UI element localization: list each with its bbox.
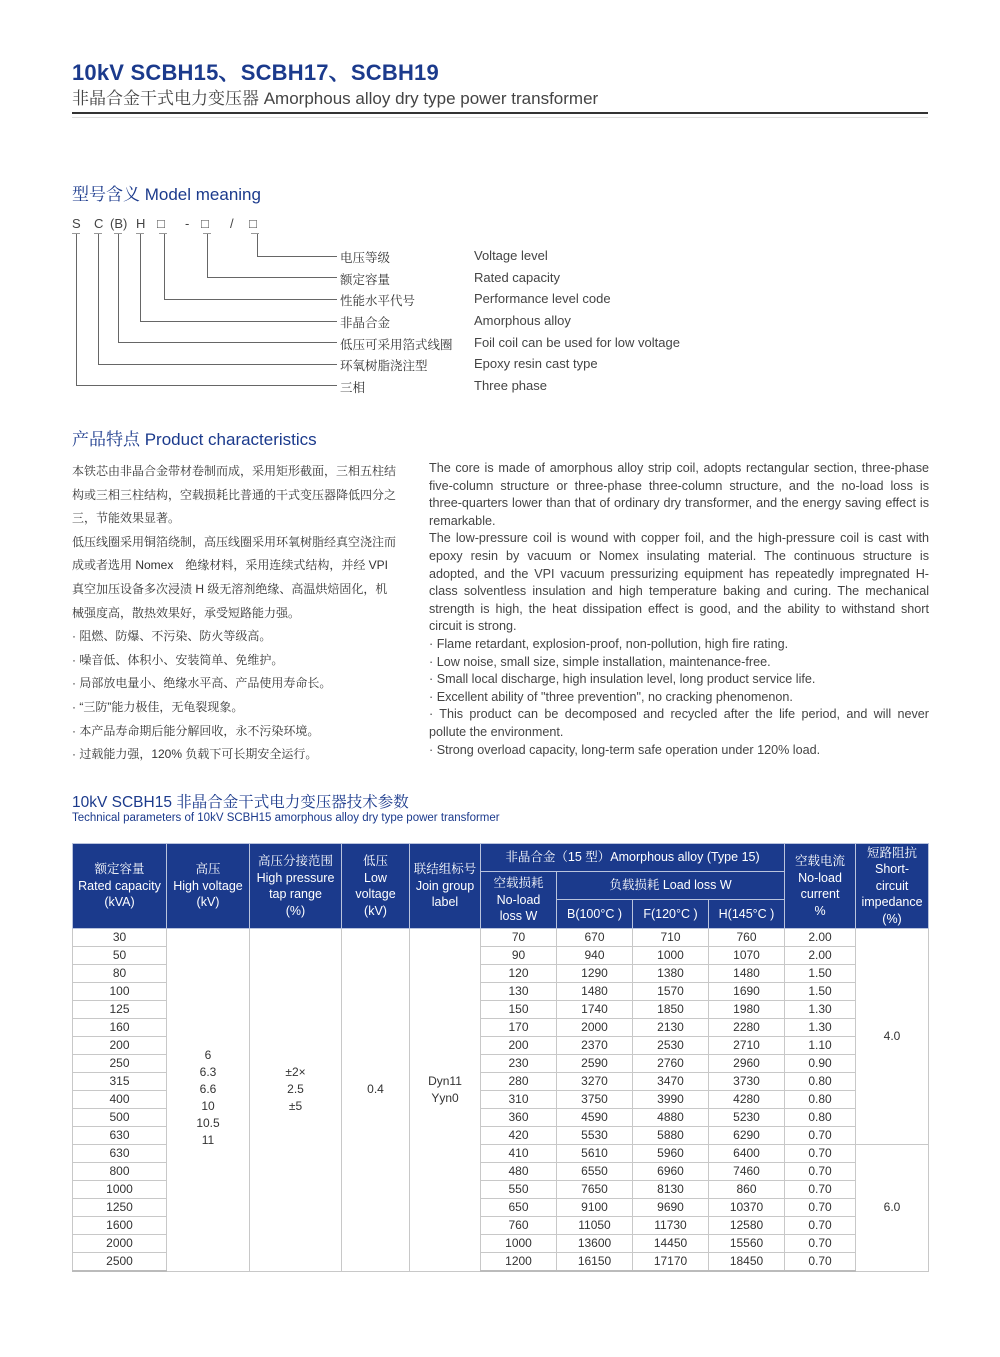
cell-no-load-current: 1.30 <box>785 1001 856 1019</box>
code-part: (B) <box>110 216 128 231</box>
cell-no-load-loss: 170 <box>481 1019 557 1037</box>
table-title: 10kV SCBH15 非晶合金干式电力变压器技术参数 <box>72 794 409 811</box>
cell-no-load-current: 0.90 <box>785 1055 856 1073</box>
cell-load-loss-f: 710 <box>633 929 709 947</box>
header-impedance: 短路阻抗 Short- circuit impedance (%) <box>856 844 929 929</box>
cn-bullet: · 本产品寿命期后能分解回收，永不污染环境。 <box>72 723 320 738</box>
cell-load-loss-b: 2000 <box>557 1019 633 1037</box>
cell-no-load-loss: 420 <box>481 1127 557 1145</box>
cell-load-loss-h: 2960 <box>709 1055 785 1073</box>
en-paragraph: The core is made of amorphous alloy strip coil, adopts rectangular section, three-phase five-column structure or three-phase three-column structure, and the no-load loss is three-quarters lower than that of ordinary dry transformer, and the energy saving effect is remarkable. <box>429 461 929 528</box>
cell-load-loss-f: 1380 <box>633 965 709 983</box>
cell-load-loss-b: 670 <box>557 929 633 947</box>
cell-load-loss-h: 12580 <box>709 1217 785 1235</box>
cell-impedance: 4.0 <box>856 929 929 1145</box>
cell-load-loss-h: 760 <box>709 929 785 947</box>
cell-no-load-loss: 230 <box>481 1055 557 1073</box>
cell-load-loss-f: 5880 <box>633 1127 709 1145</box>
characteristics-en <box>429 460 929 759</box>
cell-load-loss-b: 940 <box>557 947 633 965</box>
cell-load-loss-b: 4590 <box>557 1109 633 1127</box>
cell-load-loss-f: 6960 <box>633 1163 709 1181</box>
cell-rated-capacity: 125 <box>73 1001 167 1019</box>
cn-bullet: · 过载能力强，120% 负载下可长期安全运行。 <box>72 747 318 762</box>
header-no-load-current: 空载电流 No-load current % <box>785 844 856 929</box>
cell-no-load-current: 2.00 <box>785 929 856 947</box>
cell-load-loss-b: 13600 <box>557 1235 633 1253</box>
cell-no-load-loss: 360 <box>481 1109 557 1127</box>
cell-rated-capacity: 2000 <box>73 1235 167 1253</box>
table-subtitle: Technical parameters of 10kV SCBH15 amorphous alloy dry type power transformer <box>72 812 500 824</box>
code-part: □ <box>201 216 209 231</box>
cell-rated-capacity: 160 <box>73 1019 167 1037</box>
cell-join-group: Dyn11 Yyn0 <box>410 929 481 1272</box>
cn-bullet: · 阻燃、防爆、不污染、防火等级高。 <box>72 629 272 644</box>
cell-no-load-loss: 310 <box>481 1091 557 1109</box>
cell-rated-capacity: 400 <box>73 1091 167 1109</box>
header-f: F(120°C ) <box>633 900 709 929</box>
en-paragraph: The low-pressure coil is wound with copper foil, and the high-pressure coil is cast with epoxy resin by vacuum or Nomex insulating material. The continuous structure is adopted, and the VPI vacuum pressurizing equipment has repeatedly impregnated H-class solventless insulation and high temperature baking and curing. The mechanical strength is high, the heat dissipation effect is good, and the ability to withstand short circuit is strong. <box>429 531 929 634</box>
meaning-cn: 三相 <box>340 381 366 395</box>
cell-load-loss-b: 2370 <box>557 1037 633 1055</box>
cell-no-load-loss: 70 <box>481 929 557 947</box>
cell-impedance: 6.0 <box>856 1145 929 1272</box>
cell-load-loss-h: 6290 <box>709 1127 785 1145</box>
characteristics-title: 产品特点 Product characteristics <box>72 430 317 449</box>
header-amorphous: 非晶合金（15 型）Amorphous alloy (Type 15) <box>481 844 785 872</box>
cell-no-load-current: 2.00 <box>785 947 856 965</box>
meaning-en: Epoxy resin cast type <box>474 356 598 371</box>
cell-load-loss-h: 10370 <box>709 1199 785 1217</box>
cell-load-loss-h: 1480 <box>709 965 785 983</box>
cell-load-loss-f: 1570 <box>633 983 709 1001</box>
cell-rated-capacity: 1600 <box>73 1217 167 1235</box>
cell-no-load-loss: 120 <box>481 965 557 983</box>
cell-load-loss-b: 6550 <box>557 1163 633 1181</box>
header-no-load-loss: 空载损耗 No-load loss W <box>481 872 557 929</box>
header-load-loss: 负载损耗 Load loss W <box>557 872 785 900</box>
meaning-en: Three phase <box>474 378 547 393</box>
cell-load-loss-h: 5230 <box>709 1109 785 1127</box>
code-part: □ <box>157 216 165 231</box>
cell-load-loss-h: 860 <box>709 1181 785 1199</box>
cn-bullet: · 局部放电量小、绝缘水平高、产品使用寿命长。 <box>72 676 332 691</box>
cell-load-loss-b: 5610 <box>557 1145 633 1163</box>
meaning-en: Rated capacity <box>474 270 560 285</box>
cell-load-loss-b: 1480 <box>557 983 633 1001</box>
cell-no-load-current: 0.80 <box>785 1091 856 1109</box>
cell-no-load-current: 0.70 <box>785 1127 856 1145</box>
cell-no-load-current: 1.10 <box>785 1037 856 1055</box>
cell-load-loss-h: 1980 <box>709 1001 785 1019</box>
cell-load-loss-f: 4880 <box>633 1109 709 1127</box>
cell-rated-capacity: 800 <box>73 1163 167 1181</box>
cell-load-loss-b: 7650 <box>557 1181 633 1199</box>
cell-no-load-current: 0.70 <box>785 1253 856 1272</box>
cell-no-load-current: 1.30 <box>785 1019 856 1037</box>
cell-no-load-current: 0.80 <box>785 1073 856 1091</box>
model-meaning-title: 型号含义 Model meaning <box>72 185 261 204</box>
cell-load-loss-f: 3990 <box>633 1091 709 1109</box>
cell-high-voltage: 6 6.3 6.6 10 10.5 11 <box>167 929 250 1272</box>
cell-load-loss-f: 5960 <box>633 1145 709 1163</box>
code-part: C <box>94 216 104 231</box>
header-divider-light <box>72 117 928 118</box>
cell-load-loss-f: 8130 <box>633 1181 709 1199</box>
cell-no-load-loss: 200 <box>481 1037 557 1055</box>
en-bullet: · Flame retardant, explosion-proof, non-pollution, high fire rating. <box>429 636 789 651</box>
meaning-cn: 电压等级 <box>340 251 391 265</box>
cell-load-loss-b: 5530 <box>557 1127 633 1145</box>
cn-paragraph: 低压线圈采用铜箔绕制，高压线圈采用环氧树脂经真空浇注而成或者选用 Nomex 绝缘材料，采用连续式结构，并经 VPI 真空加压设备多次浸渍 H 级无溶剂绝缘、高温烘焙固化，机械强度高，散热效果好，承受短路能力强。 <box>72 534 397 620</box>
cell-load-loss-h: 4280 <box>709 1091 785 1109</box>
meaning-en: Voltage level <box>474 248 548 263</box>
cell-load-loss-f: 11730 <box>633 1217 709 1235</box>
cell-load-loss-f: 3470 <box>633 1073 709 1091</box>
cell-load-loss-b: 1740 <box>557 1001 633 1019</box>
cell-load-loss-h: 15560 <box>709 1235 785 1253</box>
cell-load-loss-h: 18450 <box>709 1253 785 1272</box>
cell-rated-capacity: 100 <box>73 983 167 1001</box>
cell-rated-capacity: 200 <box>73 1037 167 1055</box>
cell-load-loss-f: 9690 <box>633 1199 709 1217</box>
table-row <box>73 929 929 947</box>
cell-load-loss-f: 1850 <box>633 1001 709 1019</box>
cell-no-load-loss: 130 <box>481 983 557 1001</box>
header-rated-capacity: 额定容量 Rated capacity (kVA) <box>73 844 167 929</box>
cell-no-load-current: 1.50 <box>785 965 856 983</box>
cell-load-loss-h: 2710 <box>709 1037 785 1055</box>
meaning-en: Foil coil can be used for low voltage <box>474 335 680 350</box>
header-join-group: 联结组标号 Join group label <box>410 844 481 929</box>
cell-no-load-current: 0.70 <box>785 1181 856 1199</box>
cell-load-loss-h: 6400 <box>709 1145 785 1163</box>
cell-rated-capacity: 315 <box>73 1073 167 1091</box>
cn-bullet: · “三防”能力极佳，无龟裂现象。 <box>72 699 244 714</box>
cell-load-loss-h: 1070 <box>709 947 785 965</box>
page-subtitle: 非晶合金干式电力变压器 Amorphous alloy dry type power transformer <box>72 89 599 108</box>
en-bullet: · Small local discharge, high insulation level, long product service life. <box>429 672 816 687</box>
cell-no-load-loss: 550 <box>481 1181 557 1199</box>
cell-load-loss-f: 2760 <box>633 1055 709 1073</box>
en-bullet: · Strong overload capacity, long-term safe operation under 120% load. <box>429 742 821 757</box>
cell-rated-capacity: 250 <box>73 1055 167 1073</box>
meaning-en: Performance level code <box>474 291 611 306</box>
header-b: B(100°C ) <box>557 900 633 929</box>
cell-load-loss-f: 17170 <box>633 1253 709 1272</box>
en-bullet: · Low noise, small size, simple installation, maintenance-free. <box>429 654 771 669</box>
cell-no-load-loss: 410 <box>481 1145 557 1163</box>
page-title: 10kV SCBH15、SCBH17、SCBH19 <box>72 60 439 85</box>
cell-load-loss-h: 1690 <box>709 983 785 1001</box>
cell-no-load-loss: 1000 <box>481 1235 557 1253</box>
cell-rated-capacity: 630 <box>73 1127 167 1145</box>
cell-load-loss-b: 11050 <box>557 1217 633 1235</box>
cell-no-load-current: 0.70 <box>785 1217 856 1235</box>
cell-tap-range: ±2× 2.5 ±5 <box>250 929 342 1272</box>
cn-paragraph: 本铁芯由非晶合金带材卷制而成，采用矩形截面，三相五柱结构或三相三柱结构，空载损耗比普通的干式变压器降低四分之三，节能效果显著。 <box>72 464 397 526</box>
cn-bullet: · 噪音低、体积小、安装简单、免维护。 <box>72 652 284 667</box>
code-part: / <box>230 216 234 231</box>
cell-load-loss-h: 3730 <box>709 1073 785 1091</box>
cell-load-loss-h: 7460 <box>709 1163 785 1181</box>
en-bullet: · Excellent ability of "three prevention", no cracking phenomenon. <box>429 689 793 704</box>
cell-load-loss-h: 2280 <box>709 1019 785 1037</box>
cell-load-loss-b: 1290 <box>557 965 633 983</box>
characteristics-cn <box>72 460 397 767</box>
en-bullet: · This product can be decomposed and recycled after the life period, and will never pollute the environment. <box>429 707 929 739</box>
spec-table <box>72 843 929 1272</box>
cell-rated-capacity: 50 <box>73 947 167 965</box>
cell-rated-capacity: 630 <box>73 1145 167 1163</box>
cell-no-load-current: 1.50 <box>785 983 856 1001</box>
meaning-cn: 环氧树脂浇注型 <box>340 359 428 373</box>
cell-low-voltage: 0.4 <box>342 929 410 1272</box>
cell-load-loss-b: 3270 <box>557 1073 633 1091</box>
meaning-en: Amorphous alloy <box>474 313 571 328</box>
meaning-cn: 非晶合金 <box>340 316 391 330</box>
code-part: - <box>185 216 190 231</box>
meaning-cn: 额定容量 <box>340 273 391 287</box>
cell-load-loss-b: 3750 <box>557 1091 633 1109</box>
code-part: S <box>72 216 81 231</box>
cell-load-loss-b: 9100 <box>557 1199 633 1217</box>
cell-load-loss-b: 16150 <box>557 1253 633 1272</box>
header-high-voltage: 高压 High voltage (kV) <box>167 844 250 929</box>
header-tap-range: 高压分接范围 High pressure tap range (%) <box>250 844 342 929</box>
cell-no-load-loss: 280 <box>481 1073 557 1091</box>
cell-no-load-current: 0.70 <box>785 1199 856 1217</box>
cell-rated-capacity: 30 <box>73 929 167 947</box>
cell-load-loss-f: 14450 <box>633 1235 709 1253</box>
cell-no-load-loss: 90 <box>481 947 557 965</box>
cell-load-loss-b: 2590 <box>557 1055 633 1073</box>
meaning-cn: 低压可采用箔式线圈 <box>340 338 453 352</box>
cell-load-loss-f: 2130 <box>633 1019 709 1037</box>
cell-rated-capacity: 80 <box>73 965 167 983</box>
cell-no-load-loss: 650 <box>481 1199 557 1217</box>
cell-rated-capacity: 1250 <box>73 1199 167 1217</box>
header-divider <box>72 112 928 114</box>
cell-rated-capacity: 1000 <box>73 1181 167 1199</box>
meaning-cn: 性能水平代号 <box>340 294 416 308</box>
cell-load-loss-f: 1000 <box>633 947 709 965</box>
code-part: H <box>136 216 146 231</box>
header-h: H(145°C ) <box>709 900 785 929</box>
cell-no-load-loss: 150 <box>481 1001 557 1019</box>
cell-rated-capacity: 2500 <box>73 1253 167 1272</box>
cell-no-load-current: 0.70 <box>785 1163 856 1181</box>
cell-no-load-loss: 1200 <box>481 1253 557 1272</box>
cell-no-load-current: 0.70 <box>785 1235 856 1253</box>
cell-load-loss-f: 2530 <box>633 1037 709 1055</box>
cell-no-load-current: 0.70 <box>785 1145 856 1163</box>
cell-no-load-loss: 760 <box>481 1217 557 1235</box>
cell-no-load-current: 0.80 <box>785 1109 856 1127</box>
cell-rated-capacity: 500 <box>73 1109 167 1127</box>
header-low-voltage: 低压 Low voltage (kV) <box>342 844 410 929</box>
code-part: □ <box>249 216 257 231</box>
cell-no-load-loss: 480 <box>481 1163 557 1181</box>
